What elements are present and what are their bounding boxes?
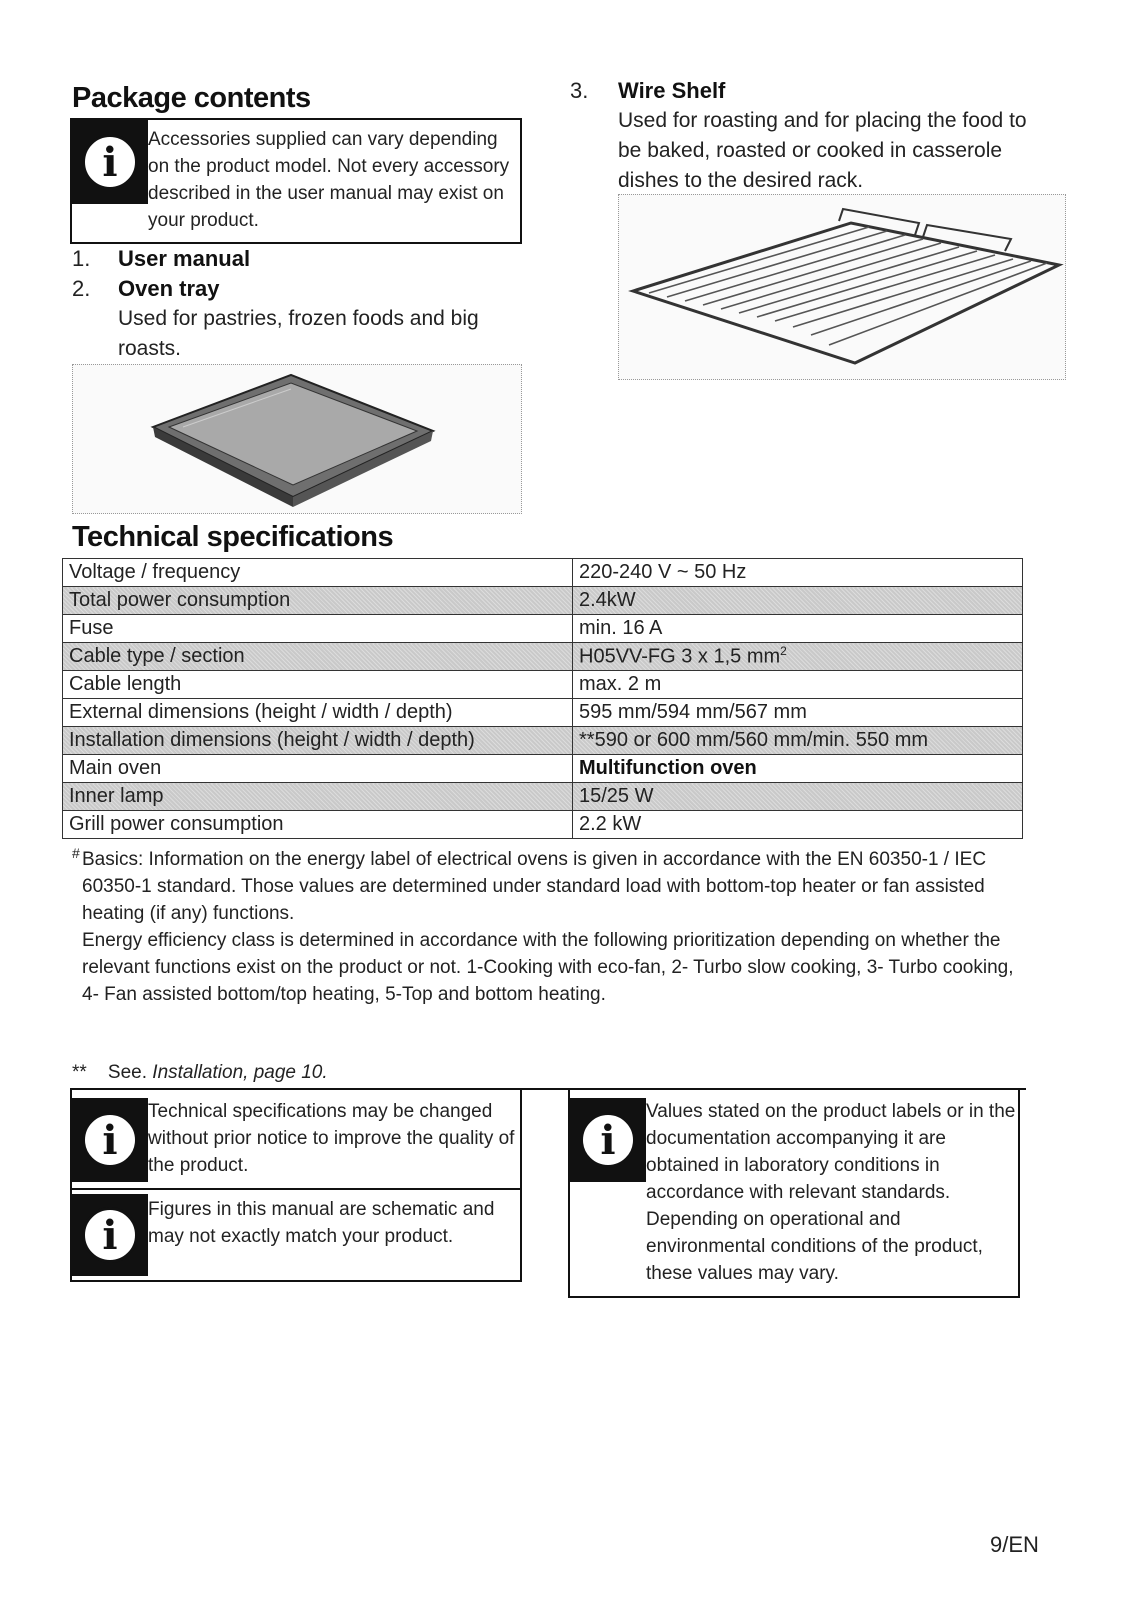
info-icon: i — [72, 1194, 148, 1276]
spec-value — [573, 615, 1023, 643]
spec-value-text: max. 2 m — [579, 673, 662, 695]
spec-value-text: 15/25 W — [579, 785, 654, 807]
energy-footnote — [72, 846, 1022, 1008]
see-mark: ** — [72, 1062, 87, 1083]
footnote-priority: Energy efficiency class is determined in accordance with the following prioritization depending on whether the relevant functions exist on the product or not. 1-Cooking with eco-fan, 2- Turbo slow cooking, 3- Turbo cooking, 4- Fan assisted bottom/top heating, 5-Top and bottom heating. — [82, 930, 1014, 1005]
spec-label: Grill power consumption — [63, 811, 573, 839]
spec-value — [573, 727, 1023, 755]
spec-value — [573, 783, 1023, 811]
see-reference — [72, 1059, 328, 1086]
wire-shelf-drawing — [619, 195, 1065, 379]
spec-label: Fuse — [63, 615, 573, 643]
spec-row — [63, 559, 1023, 587]
item-2-description: Used for pastries, frozen foods and big roasts. — [118, 307, 479, 360]
spec-row — [63, 643, 1023, 671]
spec-value — [573, 699, 1023, 727]
spec-value-text: 220-240 V ~ 50 Hz — [579, 561, 747, 583]
spec-label: Cable length — [63, 671, 573, 699]
spec-row — [63, 783, 1023, 811]
spec-value-text: H05VV-FG 3 x 1,5 mm — [579, 645, 781, 668]
item-3-title: Wire Shelf — [618, 78, 726, 103]
item-1-title: User manual — [118, 246, 251, 271]
spec-label: Cable type / section — [63, 643, 573, 671]
see-installation-link[interactable]: Installation, page 10. — [152, 1062, 328, 1083]
spec-row — [63, 587, 1023, 615]
figures-note-text: Figures in this manual are schematic and may not exactly match your product. — [148, 1199, 495, 1247]
item-3-number: 3. — [570, 78, 589, 103]
info-icon: i — [72, 1098, 148, 1182]
spec-value-text: **590 or 600 mm/560 mm/min. 550 mm — [579, 729, 929, 751]
item-3-description: Used for roasting and for placing the food to be baked, roasted or cooked in casserole dishes to the desired rack. — [618, 109, 1027, 192]
technical-specifications-heading: Technical specifications — [72, 521, 394, 553]
values-note-text: Values stated on the product labels or in the documentation accompanying it are obtained in laboratory conditions in accordance with relevant standards. Depending on operational and environmental conditions of the product, these values may vary. — [646, 1101, 1016, 1284]
spec-value — [573, 671, 1023, 699]
oven-tray-figure — [72, 364, 522, 514]
spec-value-text: min. 16 A — [579, 617, 663, 639]
spec-label: Inner lamp — [63, 783, 573, 811]
accessories-note-text: Accessories supplied can vary depending on the product model. Not every accessory described in the user manual may exist on your product. — [148, 129, 510, 231]
figures-note-box — [70, 1188, 522, 1282]
spec-label: Total power consumption — [63, 587, 573, 615]
info-icon: i — [570, 1098, 646, 1182]
spec-value-superscript: 2 — [780, 644, 787, 659]
spec-value-text: 2.2 kW — [579, 813, 642, 835]
item-1-number: 1. — [72, 246, 91, 271]
oven-tray-drawing — [73, 365, 521, 513]
spec-row — [63, 727, 1023, 755]
package-contents-heading: Package contents — [72, 82, 311, 114]
see-prefix: See. — [107, 1062, 148, 1083]
item-2-title: Oven tray — [118, 276, 220, 301]
item-2-number: 2. — [72, 276, 91, 301]
footnote-mark: # — [72, 845, 80, 861]
spec-label: Installation dimensions (height / width / depth) — [63, 727, 573, 755]
spec-value — [573, 643, 1023, 671]
accessories-note-box — [70, 118, 522, 244]
spec-row — [63, 615, 1023, 643]
spec-value-text: Multifunction oven — [579, 757, 757, 779]
spec-value — [573, 811, 1023, 839]
spec-value — [573, 559, 1023, 587]
spec-label: External dimensions (height / width / depth) — [63, 699, 573, 727]
spec-value — [573, 755, 1023, 783]
spec-row — [63, 699, 1023, 727]
spec-table — [62, 558, 1023, 839]
spec-value-text: 2.4kW — [579, 589, 636, 611]
footnote-basics: Basics: Information on the energy label of electrical ovens is given in accordance with the EN 60350-1 / IEC 60350-1 standard. Those values are determined under standard load with bottom-top heater or fan assisted heating (if any) functions. — [82, 849, 987, 924]
spec-row — [63, 811, 1023, 839]
spec-row — [63, 671, 1023, 699]
spec-value-text: 595 mm/594 mm/567 mm — [579, 701, 807, 723]
specs-change-note-text: Technical specifications may be changed without prior notice to improve the quality of the product. — [148, 1101, 515, 1176]
page-number: 9/EN — [990, 1532, 1039, 1557]
spec-label: Main oven — [63, 755, 573, 783]
info-icon: i — [72, 120, 148, 204]
values-note-box — [568, 1090, 1020, 1298]
wire-shelf-figure — [618, 194, 1066, 380]
specs-change-note-box — [70, 1090, 522, 1190]
spec-row — [63, 755, 1023, 783]
spec-label: Voltage / frequency — [63, 559, 573, 587]
spec-value — [573, 587, 1023, 615]
